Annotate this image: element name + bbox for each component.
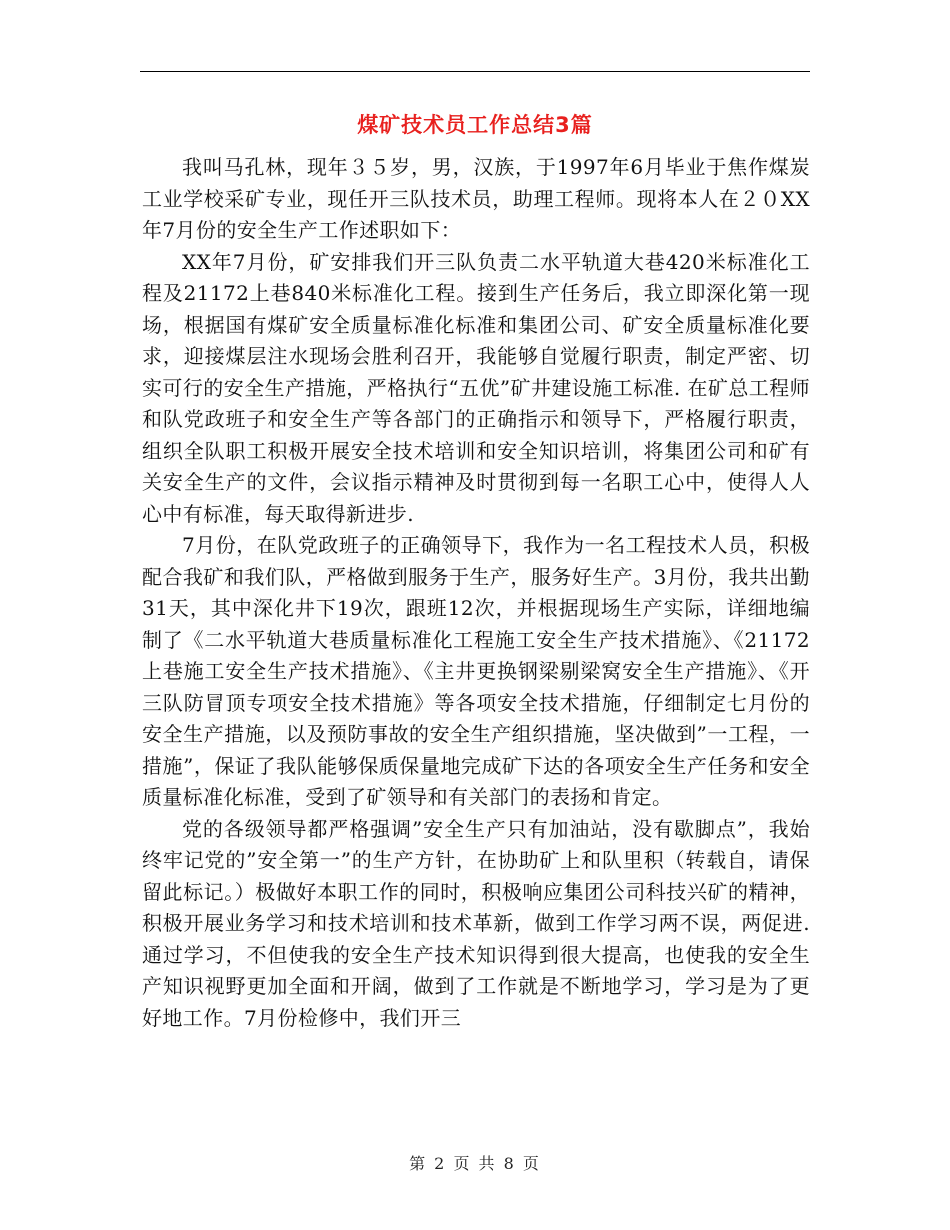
page-number-footer: 第 2 页 共 8 页 [409, 1154, 541, 1173]
header-rule [140, 71, 810, 72]
document-body [142, 152, 810, 1034]
paragraph-1: 我叫马孔林，现年３５岁，男，汉族，于1997年6月毕业于焦作煤炭工业学校采矿专业，现任开三队技术员，助理工程师。现将本人在２０XX年7月份的安全生产工作述职如下： [142, 155, 810, 242]
paragraph-2: XX年7月份，矿安排我们开三队负责二水平轨道大巷420米标准化工程及21172上巷840米标准化工程。接到生产任务后，我立即深化第一现场，根据国有煤矿安全质量标准化标准和集团公司、矿安全质量标准化要求，迎接煤层注水现场会胜利召开，我能够自觉履行职责，制定严密、切实可行的安全生产措施，严格执行“五优”矿井建设施工标准. 在矿总工程师和队党政班子和安全生产等各部门的正确指示和领导下，严格履行职责，组织全队职工积极开展安全技术培训和安全知识培训，将集团公司和矿有关安全生产的文件，会议指示精神及时贯彻到每一名职工心中，使得人人心中有标准，每天取得新进步. [142, 249, 810, 526]
paragraph-3: 7月份，在队党政班子的正确领导下，我作为一名工程技术人员，积极配合我矿和我们队，严格做到服务于生产，服务好生产。3月份，我共出勤31天，其中深化井下19次，跟班12次，并根据现场生产实际，详细地编制了《二水平轨道大巷质量标准化工程施工安全生产技术措施》、《21172上巷施工安全生产技术措施》、《主井更换钢梁剔梁窝安全生产措施》、《开三队防冒顶专项安全技术措施》等各项安全技术措施，仔细制定七月份的安全生产措施，以及预防事故的安全生产组织措施，坚决做到”一工程，一措施”，保证了我队能够保质保量地完成矿下达的各项安全生产任务和安全质量标准化标准，受到了矿领导和有关部门的表扬和肯定。 [142, 533, 810, 809]
paragraph-4: 党的各级领导都严格强调”安全生产只有加油站，没有歇脚点”，我始终牢记党的”安全第一”的生产方针，在协助矿上和队里积（转载自，请保留此标记。）极做好本职工作的同时，积极响应集团公司科技兴矿的精神，积极开展业务学习和技术培训和技术革新，做到工作学习两不误，两促进. 通过学习，不但使我的安全生产技术知识得到很大提高，也使我的安全生产知识视野更加全面和开阔，做到了工作就是不断地学习，学习是为了更好地工作。7月份检修中，我们开三 [142, 816, 810, 1030]
document-title: 煤矿技术员工作总结3篇 [357, 113, 593, 137]
